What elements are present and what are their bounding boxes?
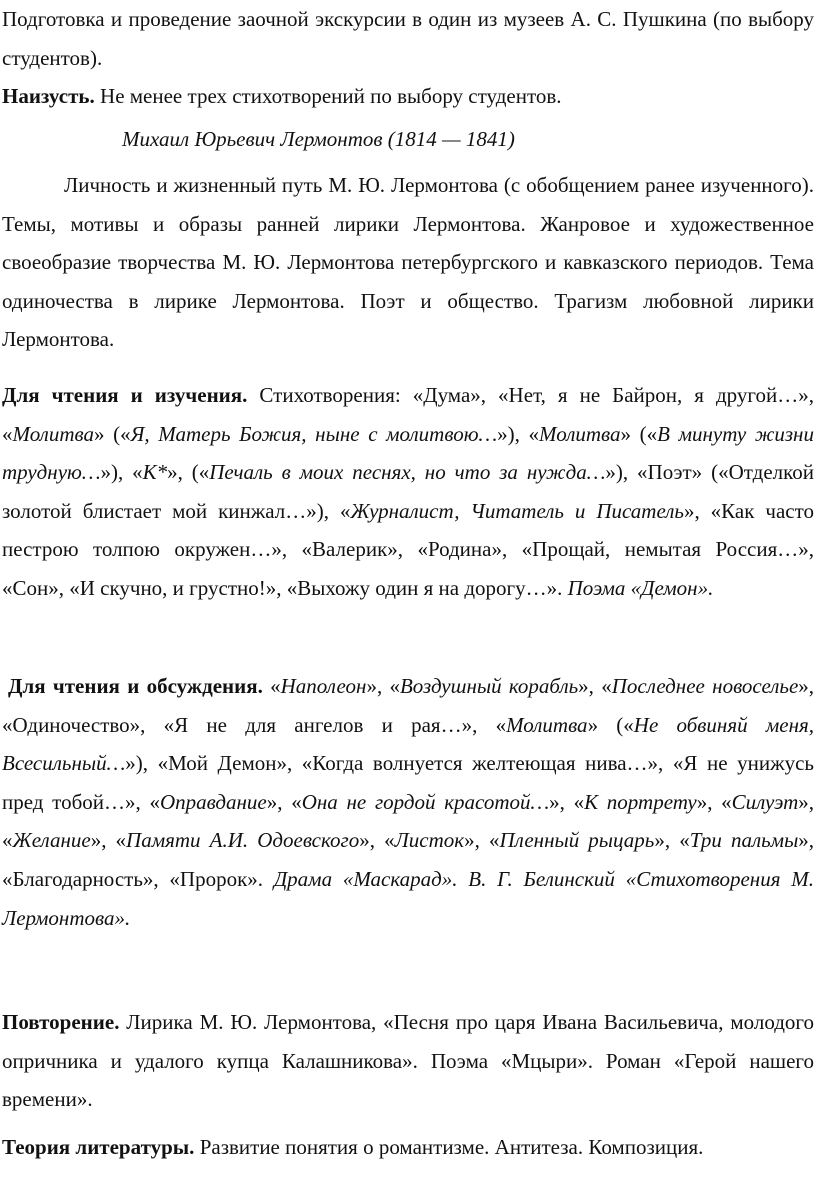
italic-title: Три пальмы xyxy=(689,828,799,853)
italic-title: Печаль в моих песнях, но что за нужда… xyxy=(209,460,606,485)
italic-title: Не обвиняй меня, Всесильный… xyxy=(2,712,814,776)
text-run: », (« xyxy=(167,460,210,485)
text-run: », «Одиночество», «Я не для ангелов и рая…», « xyxy=(2,674,815,737)
text-run: », «Как часто пестрою толпою окружен…», «Валерик», «Родина», «Прощай, немытая Россия…», «Сон», «И скучно, и грустно!», «Выхожу один я на дорогу…». xyxy=(2,498,814,600)
text-run: »), «Поэт» («Отделкой золотой блистает мой кинжал…»), « xyxy=(2,460,814,523)
text-run: », « xyxy=(696,789,732,814)
text-run: »), «Мой Демон», «Когда волнуется желтеющая нива…», «Я не унижусь пред тобой…», « xyxy=(2,751,814,814)
italic-title: К портрету xyxy=(584,789,697,814)
italic-title: Молитва xyxy=(539,421,621,446)
paragraph-excursion xyxy=(2,0,814,77)
italic-title: В минуту жизни трудную… xyxy=(2,421,814,485)
text-run: Лирика М. Ю. Лермонтова, «Песня про царя Ивана Васильевича, молодого опричника и удалого купца Калашникова». Поэма «Мцыри». Роман «Герой нашего времени». xyxy=(2,1010,814,1112)
italic-title: Последнее новоселье xyxy=(611,674,799,698)
text-run: », « xyxy=(578,674,612,698)
text-run: », « xyxy=(366,674,400,698)
text-run: », « xyxy=(549,789,585,814)
italic-title: Памяти А.И. Одоевского xyxy=(126,828,360,853)
text-run: », « xyxy=(90,828,127,853)
paragraph-literary-theory xyxy=(2,1128,814,1167)
section-heading-lermontov: Михаил Юрьевич Лермонтов (1814 — 1841) xyxy=(122,127,515,151)
text-run: »), « xyxy=(497,421,540,446)
text-run: Личность и жизненный путь М. Ю. Лермонтова (с обобщением ранее изученного). Темы, мотивы и образы ранней лирики Лермонтова. Жанровое и художественное своеобразие творчества М. Ю. Лермонтова петербургского и кавказского периодов. Тема одиночества в лирике Лермонтова. Поэт и общество. Трагизм любовной лирики Лермонтова. xyxy=(2,173,814,352)
text-run: » (« xyxy=(93,421,131,446)
text-run: », « xyxy=(654,828,690,853)
bold-label: Теория литературы. xyxy=(2,1135,195,1159)
italic-title: Наполеон xyxy=(280,674,367,698)
text-run: », « xyxy=(359,828,395,853)
italic-title: Пленный рыцарь xyxy=(499,828,655,853)
text-run: Развитие понятия о романтизме. Антитеза. Композиция. xyxy=(194,1135,704,1159)
bold-label: Для чтения и изучения. xyxy=(2,383,248,407)
text-run: » (« xyxy=(620,421,658,446)
paragraph-by-heart xyxy=(2,77,814,116)
text-run: Не менее трех стихотворений по выбору студентов. xyxy=(94,84,562,108)
italic-title: Я, Матерь Божия, ныне с молитвою… xyxy=(130,421,498,446)
paragraph-repetition xyxy=(2,1003,814,1119)
bold-label: Для чтения и обсуждения. xyxy=(8,674,263,698)
paragraph-reading-study xyxy=(2,376,814,608)
italic-title: К* xyxy=(142,460,168,485)
text-run: », « xyxy=(464,828,500,853)
text-run: « xyxy=(262,674,281,698)
text-run: Стихотворения: «Дума», «Нет, я не Байрон, я другой…», « xyxy=(2,383,814,446)
text-run: », «Благодарность», «Пророк». xyxy=(2,828,815,891)
italic-title: Листок xyxy=(394,828,465,853)
paragraph-reading-discussion xyxy=(2,667,814,937)
paragraph-biography xyxy=(2,166,814,359)
text-run: », « xyxy=(266,789,302,814)
text-run: Подготовка и проведение заочной экскурсии в один из музеев А. С. Пушкина (по выбору студентов). xyxy=(2,7,814,70)
italic-title: Она не гордой красотой… xyxy=(301,789,550,814)
italic-title: Молитва xyxy=(506,712,588,737)
italic-title: Воздушный корабль xyxy=(399,674,579,698)
bold-label: Повторение. xyxy=(2,1010,120,1034)
italic-title: Поэма «Демон». xyxy=(567,575,714,600)
italic-title: Оправдание xyxy=(159,789,267,814)
italic-title: Драма «Маскарад». В. Г. Белинский «Стихотворения М. Лермонтова». xyxy=(2,866,814,930)
italic-title: Силуэт xyxy=(731,789,799,814)
italic-title: Молитва xyxy=(12,421,94,446)
text-run: »), « xyxy=(100,460,143,485)
italic-title: Журналист, Читатель и Писатель xyxy=(350,498,684,523)
text-run: » (« xyxy=(587,712,634,737)
italic-title: Желание xyxy=(12,828,91,853)
text-run: », « xyxy=(2,789,815,853)
bold-label: Наизусть. xyxy=(2,84,95,108)
